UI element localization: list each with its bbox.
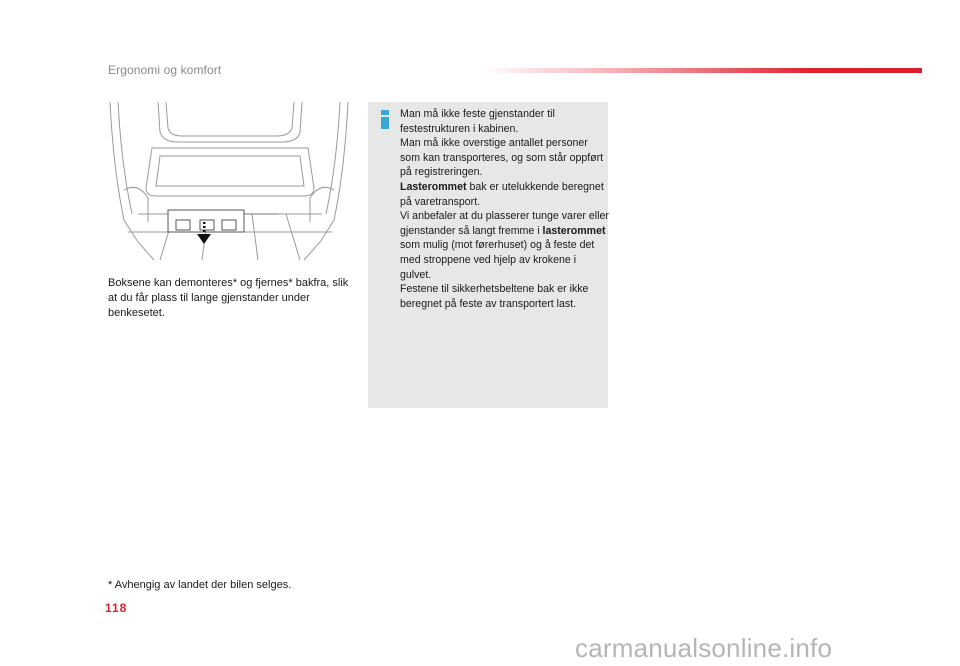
info-line: Lasterommet bak er utelukkende beregnet på varetransport.	[400, 180, 604, 208]
section-title: Ergonomi og komfort	[108, 63, 222, 77]
page-number: 118	[105, 601, 128, 615]
info-line: Man må ikke overstige antallet personer som kan transporteres, og som står oppført på registreringen.	[400, 137, 604, 179]
cargo-area-illustration	[108, 102, 350, 262]
info-line: Man må ikke feste gjenstander til festestrukturen i kabinen.	[400, 108, 555, 135]
info-box	[368, 102, 608, 408]
info-bold-term: lasterommet	[542, 224, 606, 237]
info-icon	[380, 110, 390, 130]
info-bold-term: Lasterommet	[400, 180, 467, 193]
info-line: Vi anbefaler at du plasserer tunge varer eller gjenstander så langt fremme i lasterommet som mulig (mot førerhuset) og å feste det med stroppene ved hjelp av krokene i gulvet.	[400, 210, 609, 281]
info-text	[400, 107, 610, 311]
watermark: carmanualsonline.info	[575, 633, 833, 663]
header-accent-rule	[480, 68, 922, 73]
footnote: * Avhengig av landet der bilen selges.	[108, 579, 292, 591]
body-paragraph: Boksene kan demonteres* og fjernes* bakfra, slik at du får plass til lange gjenstander under benkesetet.	[108, 277, 349, 319]
info-line: Festene til sikkerhetsbeltene bak er ikke beregnet på feste av transportert last.	[400, 283, 589, 310]
